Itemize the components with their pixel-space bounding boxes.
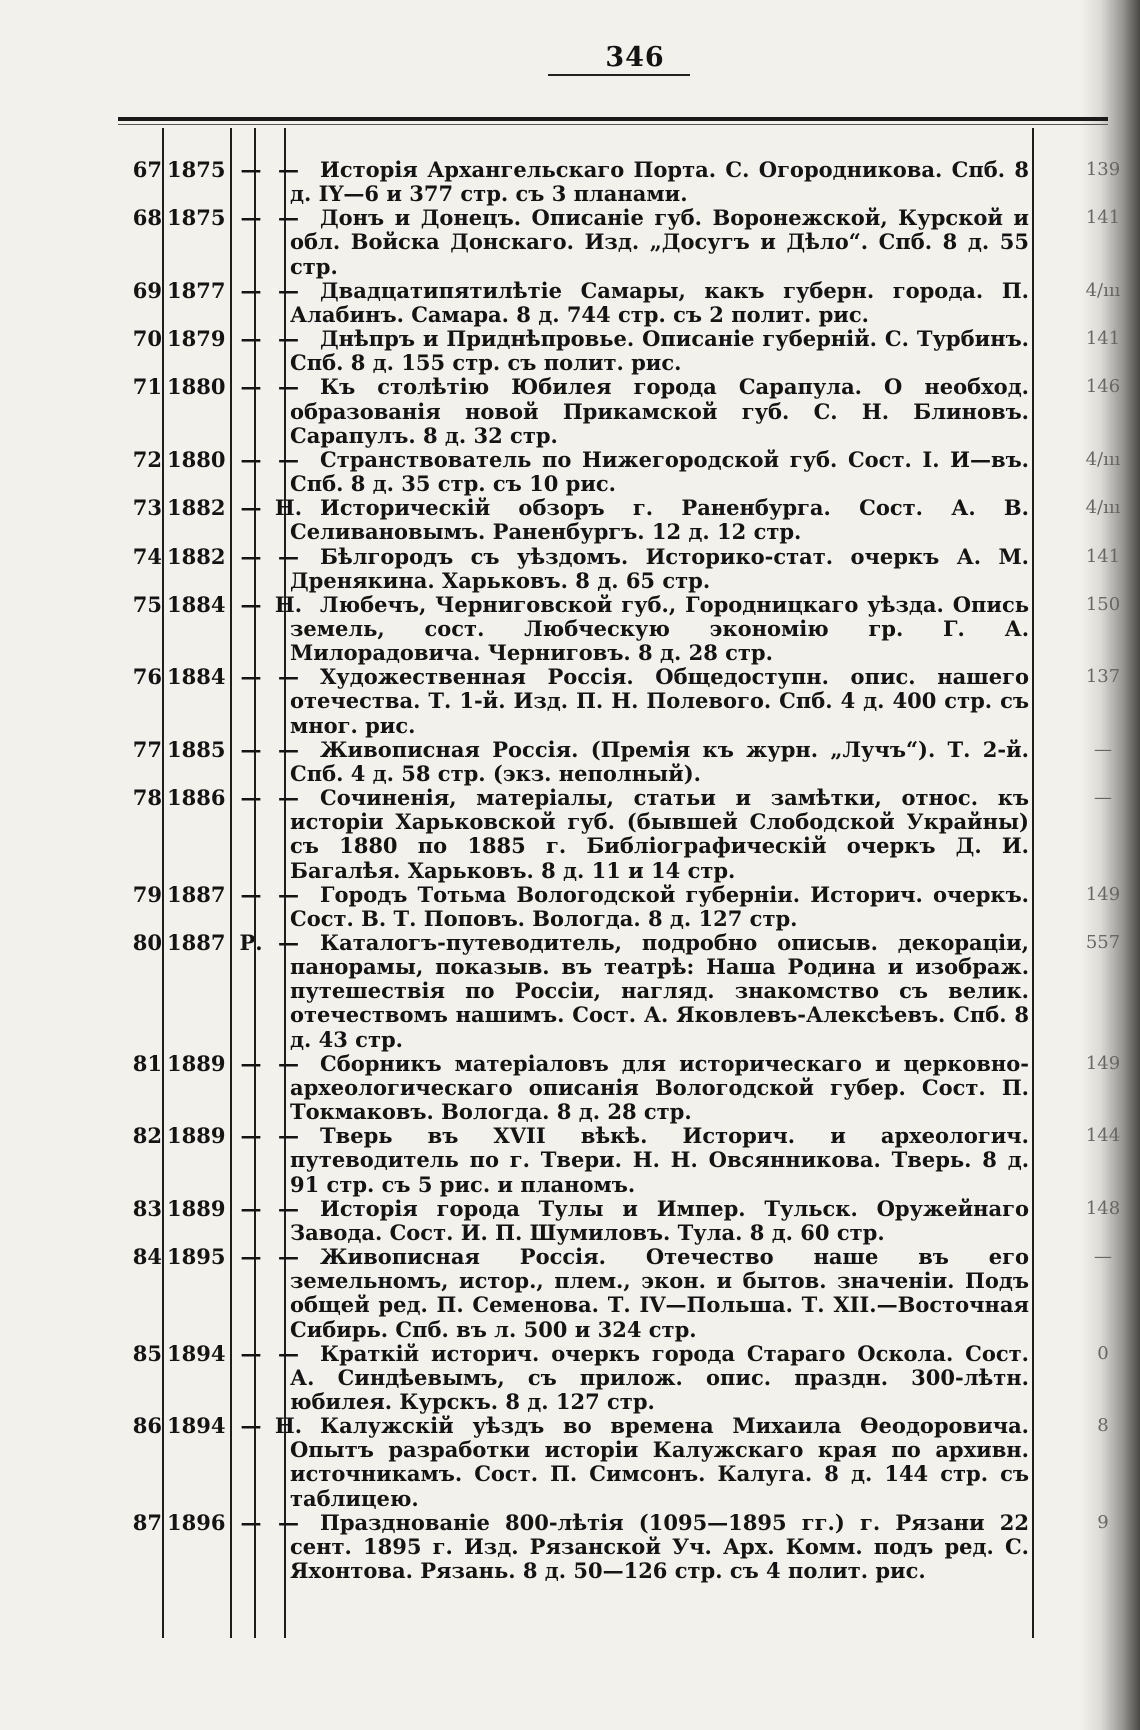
- catalog-entry: [118, 736, 1112, 786]
- entry-mark-1: —: [240, 785, 262, 811]
- entry-mark-2: —: [278, 374, 299, 400]
- catalog-entry: [118, 205, 1121, 279]
- entry-mark-2: —: [278, 1050, 299, 1076]
- entry-price: 4/ııı: [1085, 448, 1121, 470]
- entry-mark-1: —: [240, 374, 262, 400]
- entry-mark-1: —: [240, 495, 262, 521]
- entry-year: 1885: [167, 736, 226, 762]
- entry-description: Тверь въ XVII вѣкѣ. Историч. и археологич. путеводитель по г. Твери. Н. Н. Овсянникова. Тверь. 8 д. 91 стр. съ 5 рис. и планомъ.: [290, 1123, 1029, 1197]
- page-number-rule: [548, 74, 690, 76]
- entry-year: 1894: [167, 1413, 226, 1439]
- entry-description: Донъ и Донецъ. Описаніе губ. Воронежской, Курской и обл. Войска Донскаго. Изд. „Досугъ и Дѣло“. Спб. 8 д. 55 стр.: [290, 205, 1029, 279]
- entry-description: Краткій историч. очеркъ города Стараго Оскола. Сост. А. Синдѣевымъ, съ прилож. опис. праздн. 300-лѣтн. юбилея. Курскъ. 8 д. 127 стр.: [290, 1340, 1029, 1414]
- entry-price: 141: [1085, 207, 1121, 229]
- entry-mark-1: —: [240, 1244, 262, 1270]
- entry-description: Сборникъ матеріаловъ для историческаго и церковно-археологическаго описанія Вологодской губер. Сост. П. Токмаковъ. Вологда. 8 д. 28 стр.: [290, 1050, 1029, 1125]
- entry-number: 78: [132, 785, 162, 811]
- entry-number: 67: [132, 157, 162, 182]
- catalog-entry: [118, 591, 1121, 666]
- entry-description: Исторія города Тулы и Импер. Тульск. Оружейнаго Завода. Сост. И. П. Шумиловъ. Тула. 8 д. 60 стр.: [290, 1195, 1029, 1245]
- entry-number: 68: [132, 205, 162, 231]
- entry-number: 80: [132, 930, 162, 955]
- entry-mark-2: —: [278, 326, 299, 352]
- entry-mark-2: —: [278, 543, 299, 569]
- entry-number: 86: [132, 1413, 162, 1439]
- entry-mark-2: —: [278, 1244, 299, 1270]
- entry-mark-1: —: [240, 1050, 262, 1076]
- entry-price: 144: [1085, 1125, 1121, 1147]
- entry-year: 1882: [167, 543, 226, 569]
- page-number: 346: [605, 42, 665, 73]
- entry-number: 74: [132, 543, 162, 569]
- entry-mark-1: —: [240, 205, 262, 231]
- entry-mark-1: —: [240, 277, 262, 303]
- entry-mark-2: —: [278, 277, 299, 303]
- catalog-entry: [118, 326, 1121, 376]
- catalog-entry: [118, 1413, 1109, 1511]
- entry-mark-2: —: [278, 1123, 299, 1149]
- catalog-entry: [118, 446, 1121, 497]
- catalog-entry: [118, 374, 1121, 448]
- entry-price: 557: [1085, 932, 1121, 953]
- entry-price: 139: [1085, 159, 1121, 180]
- entry-description: Двадцатипятилѣтіе Самары, какъ губерн. города. П. Алабинъ. Самара. 8 д. 744 стр. съ 2 полит. рис.: [290, 277, 1029, 327]
- entry-price: 137: [1085, 666, 1121, 688]
- entry-mark-1: —: [240, 543, 262, 569]
- entry-number: 87: [132, 1509, 162, 1535]
- page-edge-shadow: [1080, 0, 1140, 1730]
- entry-description: Сочиненія, матеріалы, статьи и замѣтки, относ. къ исторіи Харьковской губ. (бывшей Слободской Украйны) съ 1880 по 1885 г. Библіографическій очеркъ Д. И. Багалѣя. Харьковъ. 8 д. 11 и 14 стр.: [290, 785, 1029, 883]
- entry-year: 1895: [167, 1244, 226, 1270]
- entry-mark-2: —: [278, 881, 299, 907]
- entry-mark-2: Н.: [274, 1413, 303, 1439]
- entry-number: 75: [132, 591, 162, 617]
- entry-year: 1884: [167, 664, 226, 690]
- entry-price: 141: [1085, 328, 1121, 350]
- entry-year: 1889: [167, 1123, 226, 1149]
- entry-mark-2: —: [278, 157, 299, 182]
- entry-number: 73: [132, 495, 162, 521]
- entry-mark-1: —: [240, 1413, 262, 1439]
- entry-mark-1: —: [240, 1340, 262, 1366]
- entry-description: Историческій обзоръ г. Раненбурга. Сост. А. В. Селивановымъ. Раненбургъ. 12 д. 12 стр.: [290, 495, 1029, 545]
- entry-price: —: [1094, 1246, 1112, 1268]
- catalog-entry: [118, 1195, 1121, 1245]
- entry-mark-2: —: [278, 736, 299, 762]
- entry-mark-1: —: [240, 591, 262, 617]
- entry-year: 1875: [167, 205, 226, 231]
- entry-description: Любечъ, Черниговской губ., Городницкаго уѣзда. Опись земель, сост. Любческую экономію гр. Г. А. Милорадовича. Черниговъ. 8 д. 28 стр.: [290, 591, 1029, 666]
- catalog-entry: [118, 1509, 1109, 1584]
- entry-year: 1887: [167, 881, 226, 907]
- catalog-entry: [118, 1340, 1109, 1414]
- entry-number: 85: [132, 1340, 162, 1366]
- entry-mark-1: —: [240, 881, 262, 907]
- entry-description: Художественная Россія. Общедоступн. опис. нашего отечества. Т. 1-й. Изд. П. Н. Полевого. Спб. 4 д. 400 стр. съ мног. рис.: [290, 664, 1029, 738]
- catalog-entry: [118, 1123, 1121, 1197]
- entry-description: Калужскій уѣздъ во времена Михаила Ѳеодоровича. Опытъ разработки исторіи Калужскаго края по архивн. источникамъ. Сост. П. Симсонъ. Калуга. 8 д. 144 стр. съ таблицею.: [290, 1413, 1029, 1511]
- entry-year: 1879: [167, 326, 226, 352]
- entry-mark-2: Н.: [274, 591, 303, 617]
- entry-description: Живописная Россія. Отечество наше въ его земельномъ, истор., плем., экон. и бытов. значеніи. Подъ общей ред. П. Семенова. Т. IV—Польша. Т. XII.—Восточная Сибирь. Спб. въ л. 500 и 324 стр.: [290, 1244, 1029, 1342]
- entry-mark-1: —: [240, 1195, 262, 1221]
- catalog-entry: [118, 930, 1121, 1052]
- table-top-rule: [118, 117, 1108, 121]
- entry-year: 1889: [167, 1050, 226, 1076]
- entry-price: 149: [1085, 1052, 1121, 1074]
- entry-mark-1: —: [240, 326, 262, 352]
- entry-number: 76: [132, 664, 162, 690]
- table-top-rule-thin: [118, 124, 1108, 125]
- entry-description: Каталогъ-путеводитель, подробно описыв. декораціи, панорамы, показыв. въ театрѣ: Наша Родина и изображ. путешествія по Россіи, нагляд. знакомство съ велик. отечествомъ нашимъ. Сост. А. Яковлевъ-Алексѣевъ. Спб. 8 д. 43 стр.: [290, 930, 1029, 1052]
- entry-price: —: [1094, 787, 1112, 809]
- entry-number: 77: [132, 736, 162, 762]
- entry-mark-1: —: [240, 736, 262, 762]
- entry-mark-2: —: [278, 205, 299, 231]
- entry-mark-1: —: [240, 1123, 262, 1149]
- entry-mark-2: —: [278, 446, 299, 472]
- entry-description: Странствователь по Нижегородской губ. Сост. І. И—въ. Спб. 8 д. 35 стр. съ 10 рис.: [290, 446, 1029, 497]
- entry-number: 69: [132, 277, 162, 303]
- entry-number: 70: [132, 326, 162, 352]
- catalog-entry: [118, 785, 1112, 883]
- entry-mark-1: Р.: [239, 930, 263, 955]
- entry-number: 83: [132, 1195, 162, 1221]
- entry-description: Живописная Россія. (Премія къ журн. „Лучъ“). Т. 2-й. Спб. 4 д. 58 стр. (экз. неполный).: [290, 736, 1029, 786]
- entry-price: 9: [1097, 1511, 1109, 1533]
- entry-mark-1: —: [240, 157, 262, 182]
- entry-year: 1882: [167, 495, 226, 521]
- entry-price: 149: [1085, 883, 1121, 905]
- entry-number: 81: [132, 1050, 162, 1076]
- entry-year: 1875: [167, 157, 226, 182]
- entry-price: 146: [1085, 376, 1121, 398]
- entry-year: 1894: [167, 1340, 226, 1366]
- entry-mark-2: —: [278, 1195, 299, 1221]
- entry-price: 8: [1097, 1415, 1109, 1437]
- catalog-entry: [118, 1244, 1112, 1342]
- catalog-entry: [118, 543, 1121, 593]
- catalog-table: [118, 157, 1121, 1584]
- entry-mark-1: —: [240, 664, 262, 690]
- entry-price: 4/ııı: [1085, 497, 1121, 519]
- catalog-entry: [118, 664, 1121, 738]
- entry-year: 1877: [167, 277, 226, 303]
- entry-description: Городъ Тотьма Вологодской губерніи. Историч. очеркъ. Сост. В. Т. Поповъ. Вологда. 8 д. 127 стр.: [290, 881, 1029, 931]
- entry-price: 141: [1085, 545, 1121, 567]
- entry-year: 1884: [167, 591, 226, 617]
- entry-price: 148: [1085, 1197, 1121, 1219]
- entry-mark-1: —: [240, 1509, 262, 1535]
- entry-mark-2: Н.: [274, 495, 303, 521]
- entry-description: Бѣлгородъ съ уѣздомъ. Историко-стат. очеркъ А. М. Дренякина. Харьковъ. 8 д. 65 стр.: [290, 543, 1029, 593]
- entry-year: 1889: [167, 1195, 226, 1221]
- entry-mark-1: —: [240, 446, 262, 472]
- entry-year: 1880: [167, 446, 226, 472]
- entry-mark-2: —: [278, 785, 299, 811]
- catalog-entry: [118, 1050, 1121, 1125]
- entry-number: 72: [132, 446, 162, 472]
- entry-year: 1896: [167, 1509, 226, 1535]
- entry-mark-2: —: [278, 1340, 299, 1366]
- entry-price: 150: [1085, 593, 1121, 615]
- catalog-entry: [118, 277, 1121, 327]
- entry-price: —: [1094, 738, 1112, 760]
- entry-year: 1880: [167, 374, 226, 400]
- entry-description: Исторія Архангельскаго Порта. С. Огородникова. Спб. 8 д. IY—6 и 377 стр. съ 3 планами.: [290, 157, 1029, 207]
- catalog-entry: [118, 881, 1121, 931]
- entry-price: 0: [1097, 1342, 1109, 1364]
- entry-year: 1886: [167, 785, 226, 811]
- entry-mark-2: —: [278, 664, 299, 690]
- entry-mark-2: —: [278, 1509, 299, 1535]
- entry-number: 82: [132, 1123, 162, 1149]
- entry-description: Къ столѣтію Юбилея города Сарапула. О необход. образованія новой Прикамской губ. С. Н. Блиновъ. Сарапулъ. 8 д. 32 стр.: [290, 374, 1029, 448]
- catalog-entry: [118, 157, 1121, 207]
- catalog-entry: [118, 495, 1121, 545]
- entry-description: Празднованіе 800-лѣтія (1095—1895 гг.) г. Рязани 22 сент. 1895 г. Изд. Рязанской Уч. Арх. Комм. подъ ред. С. Яхонтова. Рязань. 8 д. 50—126 стр. съ 4 полит. рис.: [290, 1509, 1029, 1584]
- entry-price: 4/ııı: [1085, 279, 1121, 301]
- entry-description: Днѣпръ и Приднѣпровье. Описаніе губерній. С. Турбинъ. Спб. 8 д. 155 стр. съ полит. рис.: [290, 326, 1029, 376]
- entry-year: 1887: [167, 930, 226, 955]
- entry-number: 79: [132, 881, 162, 907]
- entry-number: 71: [132, 374, 162, 400]
- entry-number: 84: [132, 1244, 162, 1270]
- entry-mark-2: —: [278, 930, 299, 955]
